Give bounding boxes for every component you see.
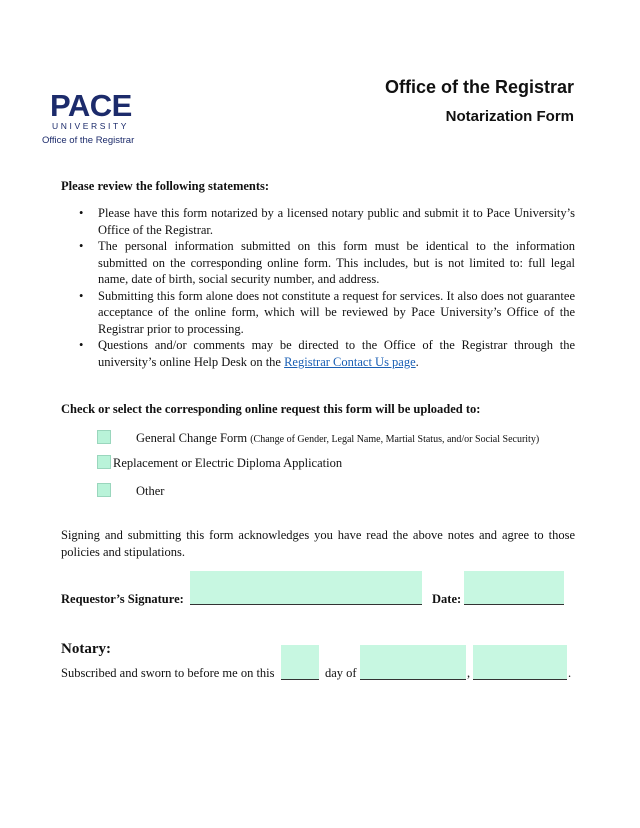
signature-field[interactable] <box>190 571 422 605</box>
statement-text: Questions and/or comments may be directed to the Office of the Registrar through the university’s online Help Desk on the <box>98 338 575 369</box>
list-item <box>61 288 575 338</box>
notary-day-underline <box>281 679 319 680</box>
bullet-icon: • <box>79 239 84 253</box>
statement-text-end: . <box>415 354 419 369</box>
date-field[interactable] <box>464 571 564 605</box>
statement-list <box>61 205 575 370</box>
logo-university: UNIVERSITY <box>52 121 130 131</box>
notary-year-underline <box>473 679 567 680</box>
option-label: General Change Form <box>136 431 248 445</box>
header-title: Office of the Registrar <box>384 77 574 97</box>
sworn-text: Subscribed and sworn to before me on this <box>61 666 275 680</box>
list-item <box>61 238 575 288</box>
other-option: Other <box>136 484 165 498</box>
other-checkbox[interactable] <box>97 483 111 497</box>
day-of-text: day of <box>325 666 357 680</box>
period-text: . <box>568 666 572 680</box>
list-item <box>61 205 575 238</box>
comma-text: , <box>467 666 471 680</box>
list-item <box>61 337 575 370</box>
bullet-icon: • <box>79 288 84 303</box>
general-change-option <box>136 431 539 446</box>
signature-label: Requestor’s Signature: <box>61 592 184 606</box>
intro-heading: Please review the following statements: <box>61 179 270 193</box>
diploma-checkbox[interactable] <box>97 455 111 469</box>
general-change-checkbox[interactable] <box>97 430 111 444</box>
logo-wordmark: PACE <box>50 88 132 123</box>
bullet-icon: • <box>79 206 84 220</box>
date-underline <box>464 604 564 605</box>
notary-month-underline <box>360 679 466 680</box>
header-subtitle: Notarization Form <box>445 108 574 125</box>
signature-underline <box>190 604 422 605</box>
statement-text: Submitting this form alone does not constitute a request for services. It also does not guarantee acceptance of the online form, which will be reviewed by Pace University’s Office of the Registrar prior to processing. <box>98 288 575 336</box>
check-heading: Check or select the corresponding online request this form will be uploaded to: <box>61 402 481 416</box>
logo-office-text: Office of the Registrar <box>42 135 135 146</box>
pace-logo <box>42 88 137 146</box>
diploma-option: Replacement or Electric Diploma Application <box>113 456 343 470</box>
option-note: (Change of Gender, Legal Name, Martial Status, and/or Social Security) <box>250 434 540 445</box>
notary-month-field[interactable] <box>360 645 466 680</box>
bullet-icon: • <box>79 338 84 352</box>
acknowledgement-text: Signing and submitting this form acknowledges you have read the above notes and agree to those policies and stipulations. <box>61 528 575 559</box>
statement-text: The personal information submitted on this form must be identical to the information submitted on the corresponding online form. This includes, but is not limited to: full legal name, date of birth, social security number, and address. <box>98 239 575 286</box>
notary-heading: Notary: <box>61 641 111 657</box>
date-label: Date: <box>432 592 462 606</box>
notary-day-field[interactable] <box>281 645 319 680</box>
statement-text: Please have this form notarized by a licensed notary public and submit it to Pace University’s Office of the Registrar. <box>98 206 575 237</box>
registrar-contact-link[interactable]: Registrar Contact Us page <box>284 354 416 369</box>
notary-year-field[interactable] <box>473 645 567 680</box>
